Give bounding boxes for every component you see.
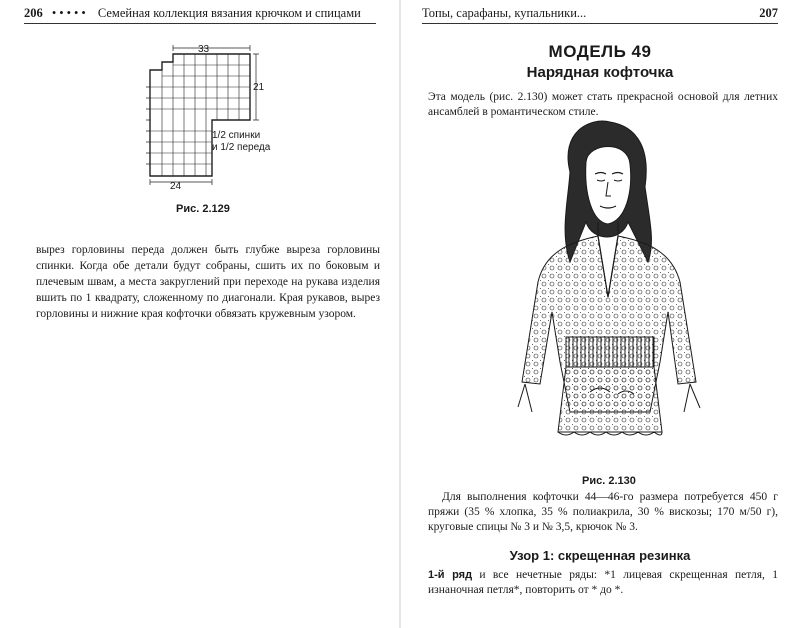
header-dots: ••••• [51,6,89,20]
pattern-instructions [428,568,778,598]
materials-paragraph: Для выполнения кофточки 44—46-го размера потребуется 450 г пряжи (35 % хлопка, 35 % полиакрила, 30 % вискозы; 170 м/50 г), круговые спицы № 3 и № 3,5, крючок № 3. [428,491,778,533]
left-paragraph: вырез горловины переда должен быть глубже выреза горловины спинки. Когда обе детали будут собраны, сшить их по боковым и плечевым швам, а места закруглений при переходе на рукава изделия вшить по 1 квадрату, сложенному по диагонали. Края рукавов, вырез горловины и нижние края кофточки обвязать кружевным узором. [36,244,380,320]
schematic-bottom-label: 24 [170,181,182,192]
figure-caption-129: Рис. 2.129 [176,203,230,215]
left-body-text [36,242,380,322]
blouse-illustration [500,112,715,474]
right-page [400,0,800,628]
schematic-note [212,130,302,154]
model-title: МОДЕЛЬ 49 [548,42,652,61]
knitting-schematic [140,40,385,205]
pattern-row-label: 1-й ряд [428,569,473,581]
right-page-number: 207 [759,6,778,20]
right-header-title: Топы, сарафаны, купальники... [422,6,587,20]
schematic-note-line2: и 1/2 переда [212,142,271,153]
left-header-title: Семейная коллекция вязания крючком и спицами [97,6,361,20]
left-page-number: 206 [24,6,43,20]
right-running-head [422,6,778,24]
model-subtitle: Нарядная кофточка [526,64,674,81]
figure-caption-130: Рис. 2.130 [582,475,636,487]
left-running-head [24,6,376,24]
schematic-width-label: 33 [198,44,210,55]
pattern-title: Узор 1: скрещенная резинка [509,548,691,563]
intro-paragraph: Эта модель (рис. 2.130) может стать прекрасной основой для летних ансамблей в романтическом стиле. [428,91,778,118]
schematic-note-line1: 1/2 спинки [212,130,261,141]
schematic-height-label: 21 [253,82,265,93]
woman-in-blouse-drawing [500,112,715,474]
pattern-row-text: и все нечетные ряды: *1 лицевая скрещенная петля, 1 изнаночная петля*, повторить от * до *. [428,569,778,596]
